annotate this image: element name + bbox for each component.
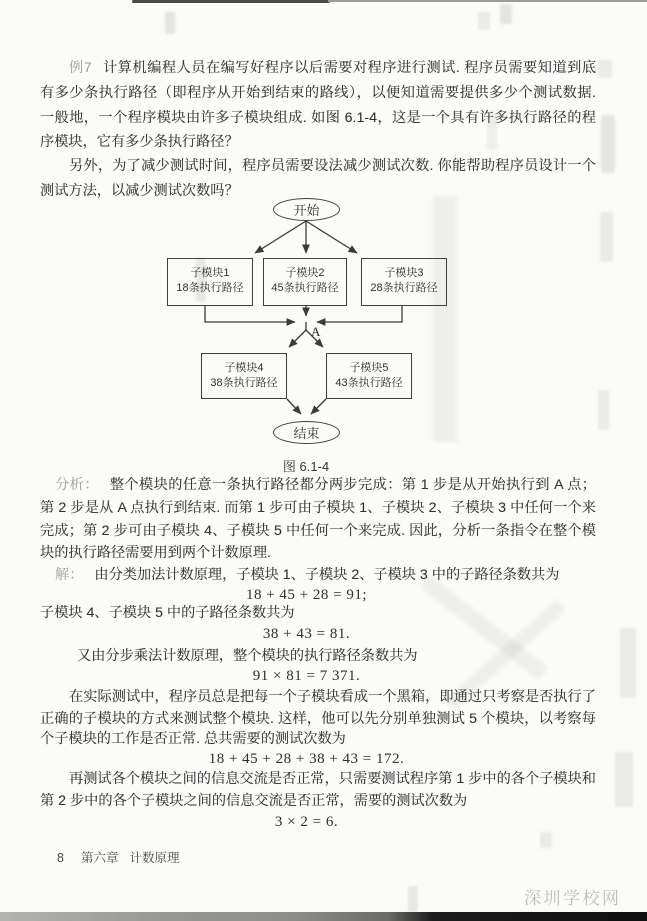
flowchart-module2-node [263,258,347,306]
text-line: 第 2 步中的各个子模块之间的信息交流是否正常，需要的测试次数为 [40,793,468,809]
scan-top-edge-light [328,0,647,2]
scan-bottom-edge-bar [0,912,647,921]
flowchart-module3-node [361,258,447,306]
site-watermark: 深圳学校网 [524,889,622,908]
module-title: 子模块1 [190,267,230,279]
example-label: 例7 [69,60,92,76]
text-line: 正确的子模块的方式来测试整个模块. 这样，他可以先分别单独测试 5 个模块，以考察每 [40,711,596,727]
module-paths: 28条执行路径 [370,282,438,294]
flowchart-end-node: 结束 [273,421,340,444]
module-paths: 38条执行路径 [210,377,278,389]
page-footer [57,848,179,866]
bleedthrough-mark [408,886,418,912]
module-title: 子模块2 [285,267,325,279]
bleedthrough-mark [165,12,175,34]
text-span: 整个模块的任意一条执行路径都分两步完成：第 1 步是从开始执行到 A 点； [109,477,596,493]
text-line: 个子模块的工作是否正常. 总共需要的测试次数为 [40,731,346,747]
text-line: 另外，为了减少测试时间，程序员需要设法减少测试次数. 你能帮助程序员设计一个 [69,158,596,174]
flowchart-module1-node [167,258,253,306]
bleedthrough-mark [500,4,512,24]
chapter-title: 第六章 [80,851,119,865]
text-line: 再测试各个模块之间的信息交流是否正常，只需要测试程序第 1 步中的各个子模块和 [69,771,596,787]
module-paths: 43条执行路径 [335,377,403,389]
text-line: 有多少条执行路径（即程序从开始到结束的路线），以便知道需要提供多少个测试数据. [40,85,596,101]
bleedthrough-mark [601,115,615,173]
text-line: 又由分步乘法计数原理，整个模块的执行路径条数共为 [77,648,418,664]
bleedthrough-mark [598,390,609,430]
flowchart-connectors [150,196,470,451]
page-number: 8 [57,851,64,865]
module-paths: 18条执行路径 [176,282,244,294]
module-paths: 45条执行路径 [271,282,339,294]
formula: 3 × 2 = 6. [274,814,339,830]
bleedthrough-mark [615,752,633,807]
figure-caption: 图 6.1-4 [282,459,330,474]
bleedthrough-mark [540,832,552,848]
scan-top-edge-dark [132,0,330,3]
text-line: 测试方法，以减少测试次数吗？ [40,183,239,199]
bleedthrough-mark [620,628,636,698]
bleedthrough-mark [600,212,613,262]
formula: 91 × 81 = 7 371. [252,668,361,684]
text-line: 序模块，它有多少条执行路径？ [40,134,239,150]
text-line [40,58,596,79]
text-span: 计算机编程人员在编写好程序以后需要对程序进行测试. 程序员需要知道到底 [102,60,596,76]
text-line: 子模块 4、子模块 5 中的子路径条数共为 [40,605,295,621]
flowchart-figure [150,196,470,451]
text-span: 由分类加法计数原理，子模块 1、子模块 2、子模块 3 中的子路径条数共为 [94,567,560,583]
text-line: 块的执行路径需要用到两个计数原理. [40,545,271,561]
formula: 18 + 45 + 28 = 91; [245,587,368,603]
flowchart-module4-node [201,353,287,399]
analysis-label: 分析： [55,477,99,493]
text-line [40,565,596,586]
solution-label: 解： [55,567,84,583]
bleedthrough-mark [598,60,612,78]
flowchart-start-node: 开始 [273,198,340,221]
section-title: 计数原理 [129,851,180,865]
junction-point-label: A [311,324,321,339]
formula: 38 + 43 = 81. [262,626,351,642]
text-line [40,475,596,496]
text-line: 一般地，一个程序模块由许多子模块组成. 如图 6.1-4，这是一个具有许多执行路径的程 [40,110,596,126]
module-title: 子模块4 [224,362,264,374]
module-title: 子模块3 [384,267,424,279]
formula: 18 + 45 + 28 + 38 + 43 = 172. [208,751,405,767]
text-line: 完成；第 2 步可由子模块 4、子模块 5 中任何一个来完成. 因此，分析一条指令在整个模 [40,523,596,539]
text-line: 在实际测试中，程序员总是把每一个子模块看成一个黑箱，即通过只考察是否执行了 [69,689,596,705]
flowchart-module5-node [326,353,412,399]
module-title: 子模块5 [349,362,389,374]
text-line: 第 2 步是从 A 点执行到结束. 而第 1 步可由子模块 1、子模块 2、子模块 3 中任何一个来 [40,500,596,516]
bleedthrough-mark [478,12,490,30]
